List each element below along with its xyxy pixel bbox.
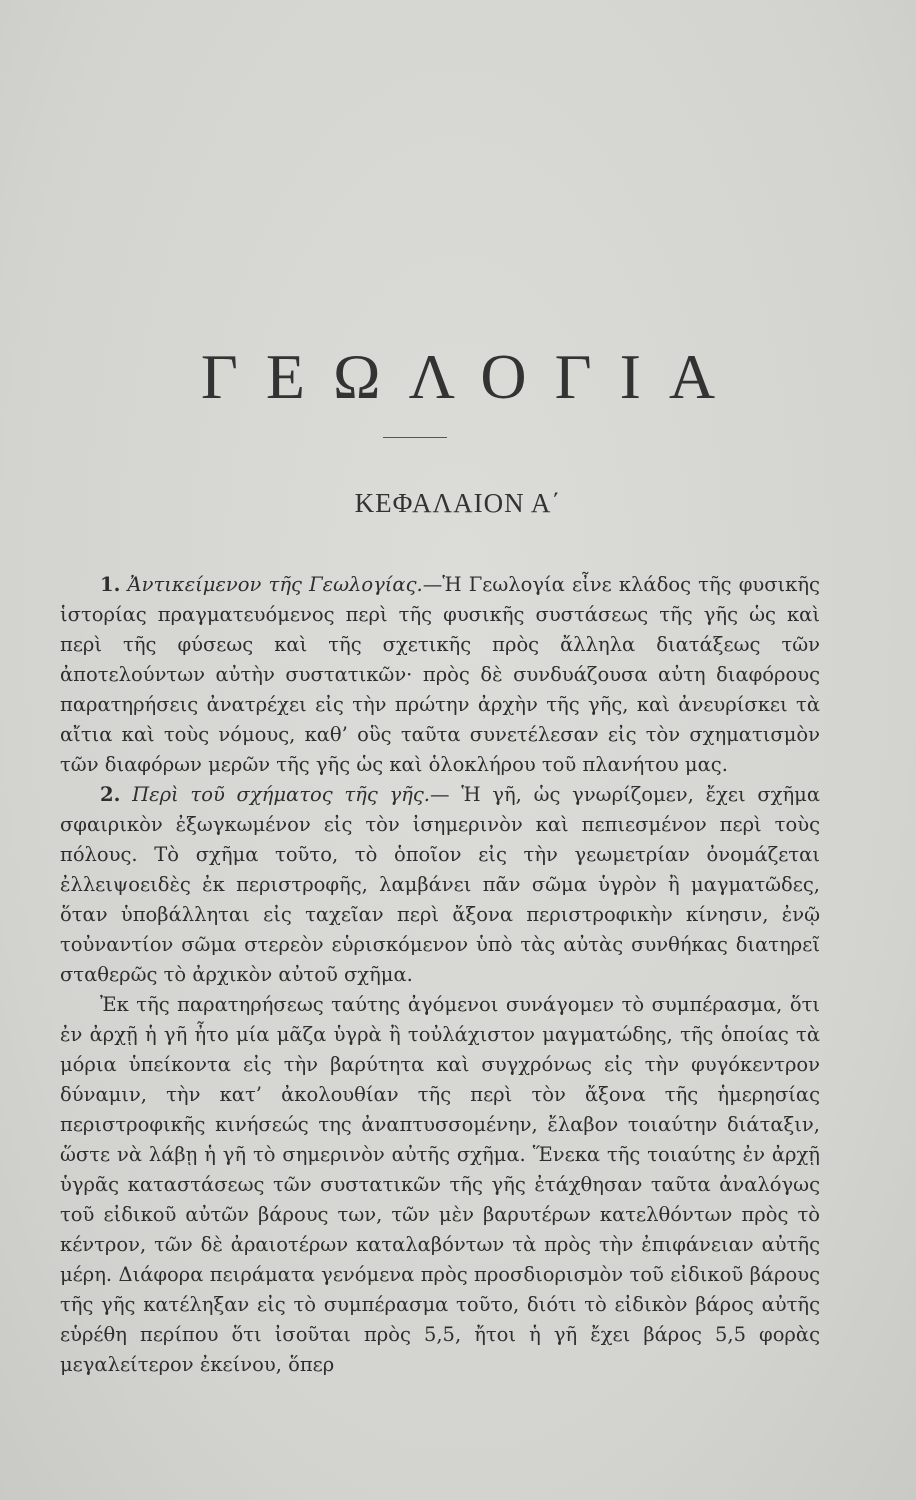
chapter-heading: ΚΕΦΑΛΑΙΟΝ Α΄ xyxy=(354,488,562,518)
body-text xyxy=(60,570,820,1380)
section-number: 2. xyxy=(100,783,121,806)
section-heading: Ἀντικείμενον τῆς Γεωλογίας. xyxy=(127,573,423,596)
section-heading: Περὶ τοῦ σχήματος τῆς γῆς. xyxy=(132,783,430,806)
paragraph: Ἐκ τῆς παρατηρήσεως ταύτης ἀγόμενοι συνάγομεν τὸ συμπέρασμα, ὅτι ἐν ἀρχῇ ἡ γῆ ἦτο μία μᾶζα ὑγρὰ ἢ τοὐλάχιστον μαγματώδης, τῆς ὁποίας τὰ μόρια ὑπείκοντα εἰς τὴν βαρύτητα καὶ συγχρόνως εἰς τὴν φυγόκεντρον δύναμιν, τὴν κατ’ ἀκολουθίαν τῆς περὶ τὸν ἄξονα τῆς ἡμερησίας περιστροφικῆς κινήσεώς της ἀναπτυσσομένην, ἔλαβον τοιαύτην διάταξιν, ὥστε νὰ λάβῃ ἡ γῆ τὸ σημερινὸν αὐτῆς σχῆμα. Ἕνεκα τῆς τοιαύτης ἐν ἀρχῇ ὑγρᾶς καταστάσεως τῶν συστατικῶν τῆς γῆς ἐτάχθησαν ταῦτα ἀναλόγως τοῦ εἰδικοῦ αὐτῶν βάρους των, τῶν μὲν βαρυτέρων κατελθόντων πρὸς τὸ κέντρον, τῶν δὲ ἀραιοτέρων καταλαβόντων τὰ πρὸς τὴν ἐπιφάνειαν αὐτῆς μέρη. Διάφορα πειράματα γενόμενα πρὸς προσδιορισμὸν τοῦ εἰδικοῦ βάρους τῆς γῆς κατέληξαν εἰς τὸ συμπέρασμα τοῦτο, διότι τὸ εἰδικὸν βάρος αὐτῆς εὑρέθη περίπου ὅτι ἰσοῦται πρὸς 5,5, ἤτοι ἡ γῆ ἔχει βάρος 5,5 φορὰς μεγαλείτερον ἐκείνου, ὅπερ xyxy=(60,993,820,1376)
section-number: 1. xyxy=(100,573,121,596)
title-divider xyxy=(383,437,447,438)
page-title: ΓΕΩΛΟΓΙΑ xyxy=(200,341,744,412)
section-text: —Ἡ Γεωλογία εἶνε κλάδος τῆς φυσικῆς ἱστορίας πραγματευόμενος περὶ τῆς φυσικῆς συστάσεως τῆς γῆς ὡς καὶ περὶ τῆς φύσεως καὶ τῆς σχετικῆς πρὸς ἄλληλα διατάξεως τῶν ἀποτελούντων αὐτὴν συστατικῶν· πρὸς δὲ συνδυάζουσα αὐτη διαφόρους παρατηρήσεις ἀνατρέχει εἰς τὴν πρώτην ἀρχὴν τῆς γῆς, καὶ ἀνευρίσκει τὰ αἴτια καὶ τοὺς νόμους, καθ’ οὓς ταῦτα συνετέλεσαν εἰς τὸν σχηματισμὸν τῶν διαφόρων μερῶν τῆς γῆς ὡς καὶ ὁλοκλήρου τοῦ πλανήτου μας. xyxy=(60,573,820,776)
section-paragraph xyxy=(60,780,820,990)
section-text: — Ἡ γῆ, ὡς γνωρίζομεν, ἔχει σχῆμα σφαιρικὸν ἐξωγκωμένον εἰς τὸν ἰσημερινὸν καὶ πεπιεσμένον περὶ τοὺς πόλους. Τὸ σχῆμα τοῦτο, τὸ ὁποῖον εἰς τὴν γεωμετρίαν ὀνομάζεται ἐλλειψοειδὲς ἐκ περιστροφῆς, λαμβάνει πᾶν σῶμα ὑγρὸν ἢ μαγματῶδες, ὅταν ὑποβάλληται εἰς ταχεῖαν περὶ ἄξονα περιστροφικὴν κίνησιν, ἐνῷ τοὐναντίον σῶμα στερεὸν εὑρισκόμενον ὑπὸ τὰς αὐτὰς συνθήκας διατηρεῖ σταθερῶς τὸ ἀρχικὸν αὐτοῦ σχῆμα. xyxy=(60,783,820,986)
section-paragraph xyxy=(60,570,820,780)
